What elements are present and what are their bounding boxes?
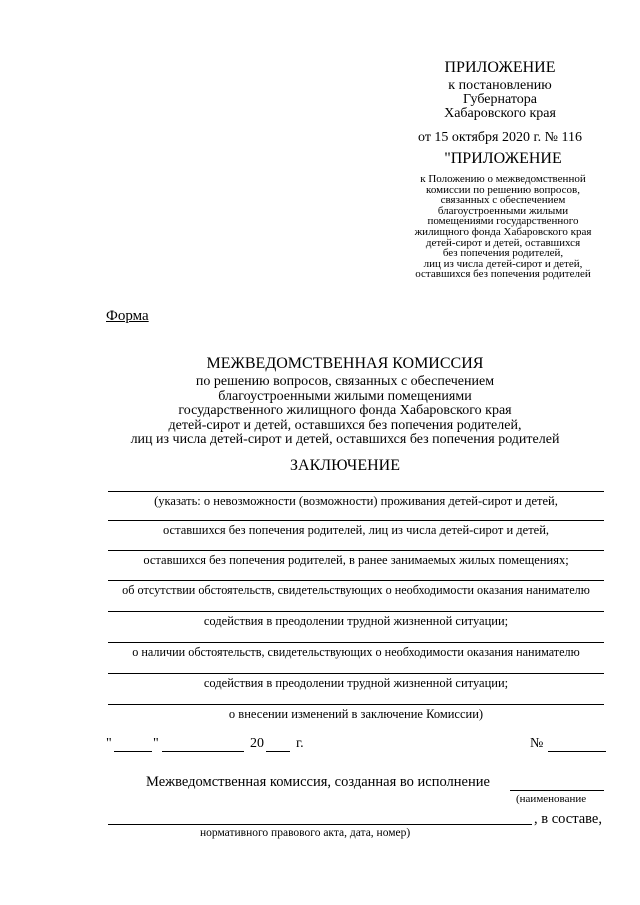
instruction-line: оставшихся без попечения родителей, лиц из числа детей-сирот и детей, <box>162 523 550 537</box>
hint-name: (наименование <box>516 793 587 805</box>
commission-line: благоустроенными жилыми помещениями <box>218 388 472 404</box>
annex-line: к постановлению <box>448 78 552 93</box>
regulation-line: помещениями государственного <box>427 215 579 228</box>
number-blank[interactable] <box>548 751 606 752</box>
annex-header <box>380 58 620 146</box>
fill-line[interactable] <box>108 642 604 643</box>
close-quote: " <box>153 736 159 751</box>
fill-line[interactable] <box>108 673 604 674</box>
instruction-line: содействия в преодолении трудной жизненной ситуации; <box>203 614 509 628</box>
regulation-lines <box>388 174 618 280</box>
body-line-1: Межведомственная комиссия, созданная во исполнение <box>146 774 490 790</box>
year-prefix: 20 <box>250 736 264 751</box>
commission-line: детей-сирот и детей, оставшихся без попечения родителей, <box>168 417 522 433</box>
instruction-line: содействия в преодолении трудной жизненной ситуации; <box>203 676 509 690</box>
month-blank[interactable] <box>162 751 244 752</box>
instruction-line: об отсутствии обстоятельств, свидетельствующих о необходимости оказания нанимателю <box>122 583 590 597</box>
act-name-blank[interactable] <box>510 790 604 791</box>
hint-details: нормативного правового акта, дата, номер) <box>200 827 411 839</box>
regulation-line: оставшихся без попечения родителей <box>415 268 591 281</box>
regulation-line: жилищного фонда Хабаровского края <box>414 225 592 238</box>
act-details-blank[interactable] <box>108 824 532 825</box>
form-label: Форма <box>106 308 149 324</box>
instruction-line: о наличии обстоятельств, свидетельствующих о необходимости оказания нанимателю <box>132 645 580 659</box>
regulation-header <box>388 150 618 280</box>
regulation-line: комиссии по решению вопросов, <box>426 183 580 196</box>
regulation-line: лиц из числа детей-сирот и детей, <box>423 257 583 270</box>
instruction-line: о внесении изменений в заключение Комиссии) <box>228 707 484 721</box>
number-sign: № <box>530 736 544 751</box>
annex-line: Губернатора <box>462 92 538 107</box>
date-row <box>106 736 610 758</box>
day-blank[interactable] <box>114 751 152 752</box>
fill-line[interactable] <box>108 580 604 581</box>
conclusion-title: ЗАКЛЮЧЕНИЕ <box>290 457 400 474</box>
commission-line: по решению вопросов, связанных с обеспечением <box>195 374 495 389</box>
regulation-line: к Положению о межведомственной <box>420 173 586 185</box>
annex-title: ПРИЛОЖЕНИЕ <box>444 59 556 76</box>
commission-line: государственного жилищного фонда Хабаровского края <box>178 403 512 418</box>
fill-line[interactable] <box>108 611 604 612</box>
instruction-line: (указать: о невозможности (возможности) проживания детей-сирот и детей, <box>154 494 558 508</box>
year-suffix: г. <box>296 736 304 751</box>
commission-block <box>90 355 600 448</box>
annex-date-line: от 15 октября 2020 г. № 116 <box>418 130 582 145</box>
year-blank[interactable] <box>266 751 290 752</box>
instruction-line: оставшихся без попечения родителей, в ранее занимаемых жилых помещениях; <box>143 553 569 567</box>
regulation-line: благоустроенными жилыми <box>437 204 569 217</box>
regulation-line: детей-сирот и детей, оставшихся <box>425 236 581 249</box>
fill-line[interactable] <box>108 550 604 551</box>
annex-line: Хабаровского края <box>444 106 556 121</box>
regulation-title: "ПРИЛОЖЕНИЕ <box>444 150 562 167</box>
fill-line[interactable] <box>108 491 604 492</box>
open-quote: " <box>106 736 112 751</box>
commission-title: МЕЖВЕДОМСТВЕННАЯ КОМИССИЯ <box>206 355 484 372</box>
fill-line[interactable] <box>108 520 604 521</box>
regulation-line: без попечения родителей, <box>442 247 564 260</box>
commission-line: лиц из числа детей-сирот и детей, оставшихся без попечения родителей <box>130 432 560 447</box>
regulation-line: связанных с обеспечением <box>440 194 566 207</box>
fill-line[interactable] <box>108 704 604 705</box>
body-line-2-suffix: , в составе, <box>534 811 602 827</box>
